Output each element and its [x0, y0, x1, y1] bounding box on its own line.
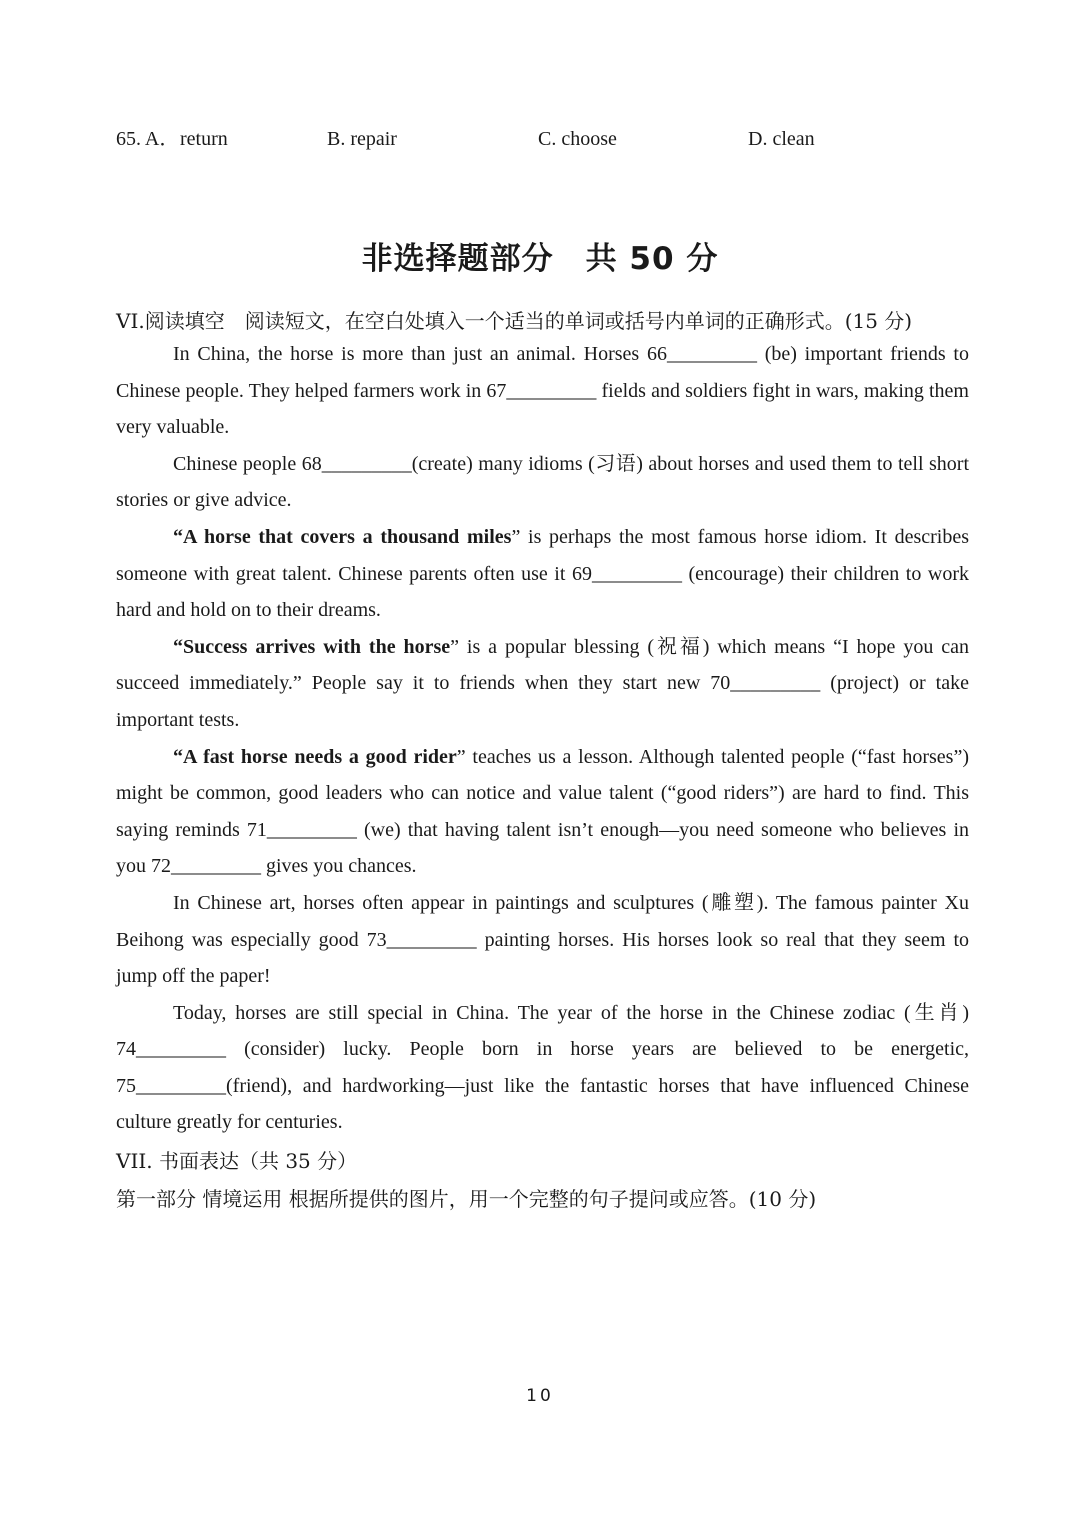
paragraph-7: Today, horses are still special in China. The year of the horse in the Chinese zodiac (生肖) 74_________ (consider) lucky. People born in horse years are believed to be energetic, 75_________(friend), and hardworking—just like the fantastic horses that have influenced Chinese culture greatly for centuries.	[116, 1001, 969, 1134]
blank-73: _________	[386, 928, 477, 951]
option-d: D. clean	[748, 128, 815, 150]
option-a: return	[180, 128, 228, 150]
paragraph-1: In China, the horse is more than just an animal. Horses 66_________ (be) important friends to Chinese people. They helped farmers work in 67_________ fields and soldiers fight in wars, making them very valuable.	[116, 343, 969, 439]
blank-67: _________	[506, 379, 597, 402]
blank-75: _________	[136, 1074, 226, 1097]
idiom-1: “A horse that covers a thousand miles	[173, 525, 512, 548]
blank-72: _________	[171, 855, 261, 878]
option-c: C. choose	[538, 128, 617, 150]
section-heading: 非选择题部分 共 50 分	[361, 241, 719, 277]
section-7-title: VII. 书面表达（共 35 分）	[116, 1149, 358, 1173]
blank-66: _________	[666, 343, 757, 365]
idiom-3: “A fast horse needs a good rider	[173, 745, 457, 768]
paragraph-4: “Success arrives with the horse” is a popular blessing (祝福) which means “I hope you can succeed immediately.” People say it to friends when they start new 70_________ (project) or take important tests.	[116, 635, 969, 731]
paragraph-2: Chinese people 68_________(create) many idioms (习语) about horses and used them to tell short stories or give advice.	[116, 452, 970, 512]
blank-68: _________	[321, 452, 412, 475]
option-b: B. repair	[327, 128, 397, 150]
blank-74: _________	[136, 1038, 226, 1061]
idiom-2: “Success arrives with the horse	[173, 635, 451, 658]
page-number: 10	[526, 1386, 554, 1406]
blank-71: _________	[266, 818, 357, 841]
paragraph-6: In Chinese art, horses often appear in paintings and sculptures (雕塑). The famous painter Xu Beihong was especially good 73_________ painting horses. His horses look so real that they seem to jump off the paper!	[116, 891, 970, 988]
blank-70: _________	[730, 672, 821, 695]
section-6-title: VI.阅读填空 阅读短文，在空白处填入一个适当的单词或括号内单词的正确形式。(15 分)	[116, 309, 913, 333]
question-65	[116, 124, 976, 154]
section-7-part-1: 第一部分 情境运用 根据所提供的图片，用一个完整的句子提问或应答。(10 分)	[116, 1187, 817, 1211]
paragraph-3: “A horse that covers a thousand miles” is perhaps the most famous horse idiom. It describes someone with great talent. Chinese parents often use it 69_________ (encourage) their children to work hard and hold on to their dreams.	[116, 525, 969, 622]
blank-69: _________	[591, 562, 682, 585]
paragraph-5: “A fast horse needs a good rider” teaches us a lesson. Although talented people (“fast horses”) might be common, good leaders who can notice and value talent (“good riders”) are hard to find. This saying reminds 71_________ (we) that having talent isn’t enough—you need someone who believes in you 72_________ gives you chances.	[116, 745, 970, 878]
question-65-number: 65. A．	[116, 128, 180, 150]
reading-passage	[116, 336, 969, 1141]
